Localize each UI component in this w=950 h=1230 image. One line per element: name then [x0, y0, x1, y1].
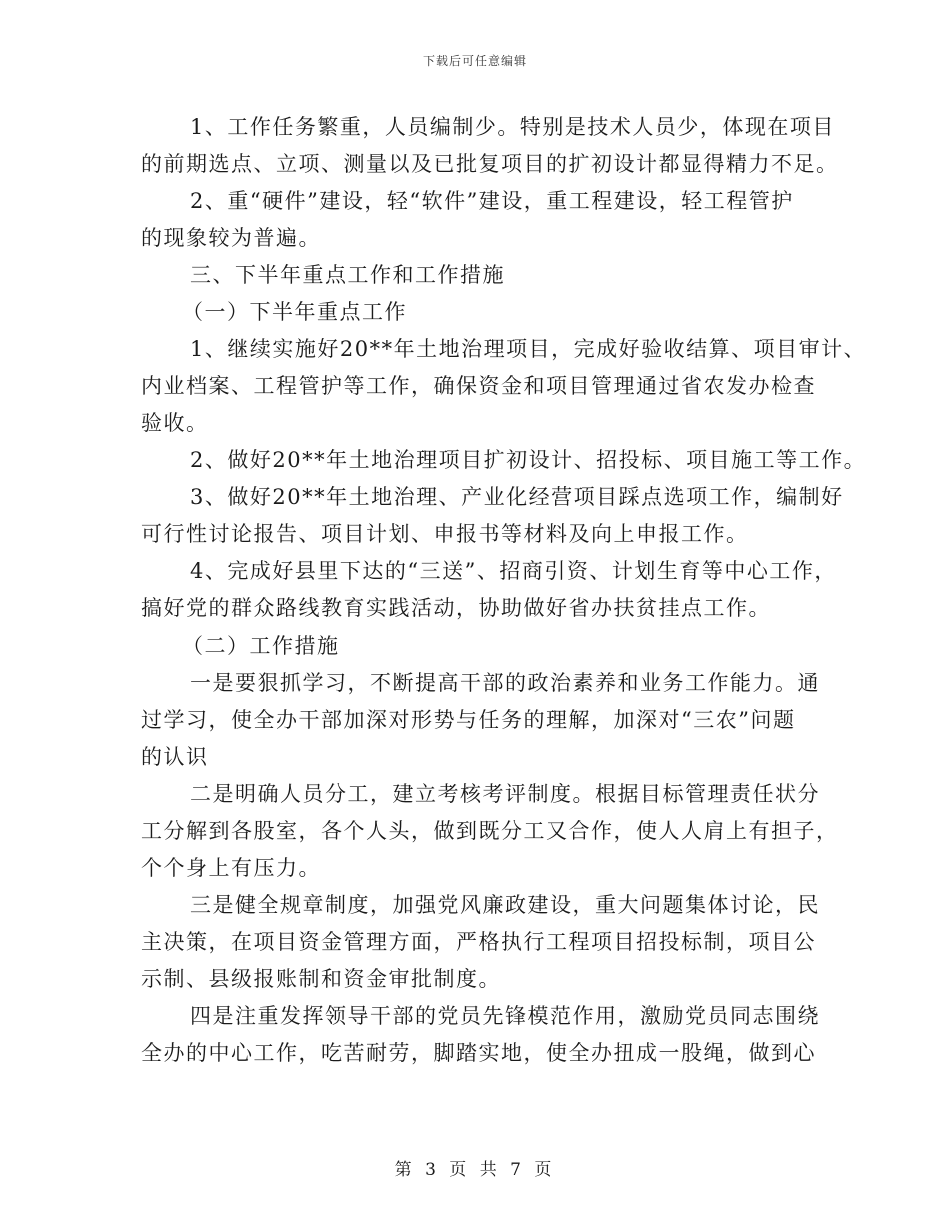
paragraph-line: 四是注重发挥领导干部的党员先锋模范作用，激励党员同志围绕	[190, 1004, 820, 1028]
paragraph-line: 1、工作任务繁重，人员编制少。特别是技术人员少，体现在项目	[190, 115, 835, 139]
paragraph-line: 工分解到各股室，各个人头，做到既分工又合作，使人人肩上有担子，	[141, 819, 839, 843]
paragraph-line: 验收。	[141, 411, 209, 435]
page-number-footer: 第 3 页 共 7 页	[394, 1160, 556, 1180]
paragraph-line: 个个身上有压力。	[141, 856, 321, 880]
paragraph-line: 内业档案、工程管护等工作，确保资金和项目管理通过省农发办检查	[141, 374, 816, 398]
paragraph-line: 的现象较为普遍。	[141, 226, 321, 250]
paragraph-line: 3、做好20**年土地治理、产业化经营项目踩点选项工作，编制好	[190, 485, 844, 509]
paragraph-line: 二是明确人员分工，建立考核考评制度。根据目标管理责任状分	[190, 782, 820, 806]
paragraph-line: 全办的中心工作，吃苦耐劳，脚踏实地，使全办扭成一股绳，做到心	[141, 1041, 816, 1065]
paragraph-line: 4、完成好县里下达的“三送”、招商引资、计划生育等中心工作，	[190, 559, 837, 583]
page-header-note: 下载后可任意编辑	[422, 54, 527, 68]
paragraph-line: 搞好党的群众路线教育实践活动，协助做好省办扶贫挂点工作。	[141, 596, 771, 620]
paragraph-line: 2、做好20**年土地治理项目扩初设计、招投标、项目施工等工作。	[190, 448, 867, 472]
paragraph-line: 1、继续实施好20**年土地治理项目，完成好验收结算、项目审计、	[190, 337, 867, 361]
paragraph-line: 可行性讨论报告、项目计划、申报书等材料及向上申报工作。	[141, 522, 749, 546]
paragraph-line: 主决策，在项目资金管理方面，严格执行工程项目招投标制，项目公	[141, 930, 816, 954]
paragraph-line: 的认识	[141, 745, 209, 769]
subsection-heading: （一）下半年重点工作	[182, 300, 407, 324]
section-heading: 三、下半年重点工作和工作措施	[190, 263, 505, 287]
paragraph-line: 的前期选点、立项、测量以及已批复项目的扩初设计都显得精力不足。	[141, 152, 839, 176]
subsection-heading: （二）工作措施	[182, 634, 340, 658]
paragraph-line: 三是健全规章制度，加强党风廉政建设，重大问题集体讨论，民	[190, 893, 820, 917]
paragraph-line: 2、重“硬件”建设，轻“软件”建设，重工程建设，轻工程管护	[190, 189, 794, 213]
paragraph-line: 示制、县级报账制和资金审批制度。	[141, 967, 501, 991]
paragraph-line: 一是要狠抓学习，不断提高干部的政治素养和业务工作能力。通	[190, 671, 820, 695]
paragraph-line: 过学习，使全办干部加深对形势与任务的理解，加深对“三农”问题	[141, 708, 796, 732]
